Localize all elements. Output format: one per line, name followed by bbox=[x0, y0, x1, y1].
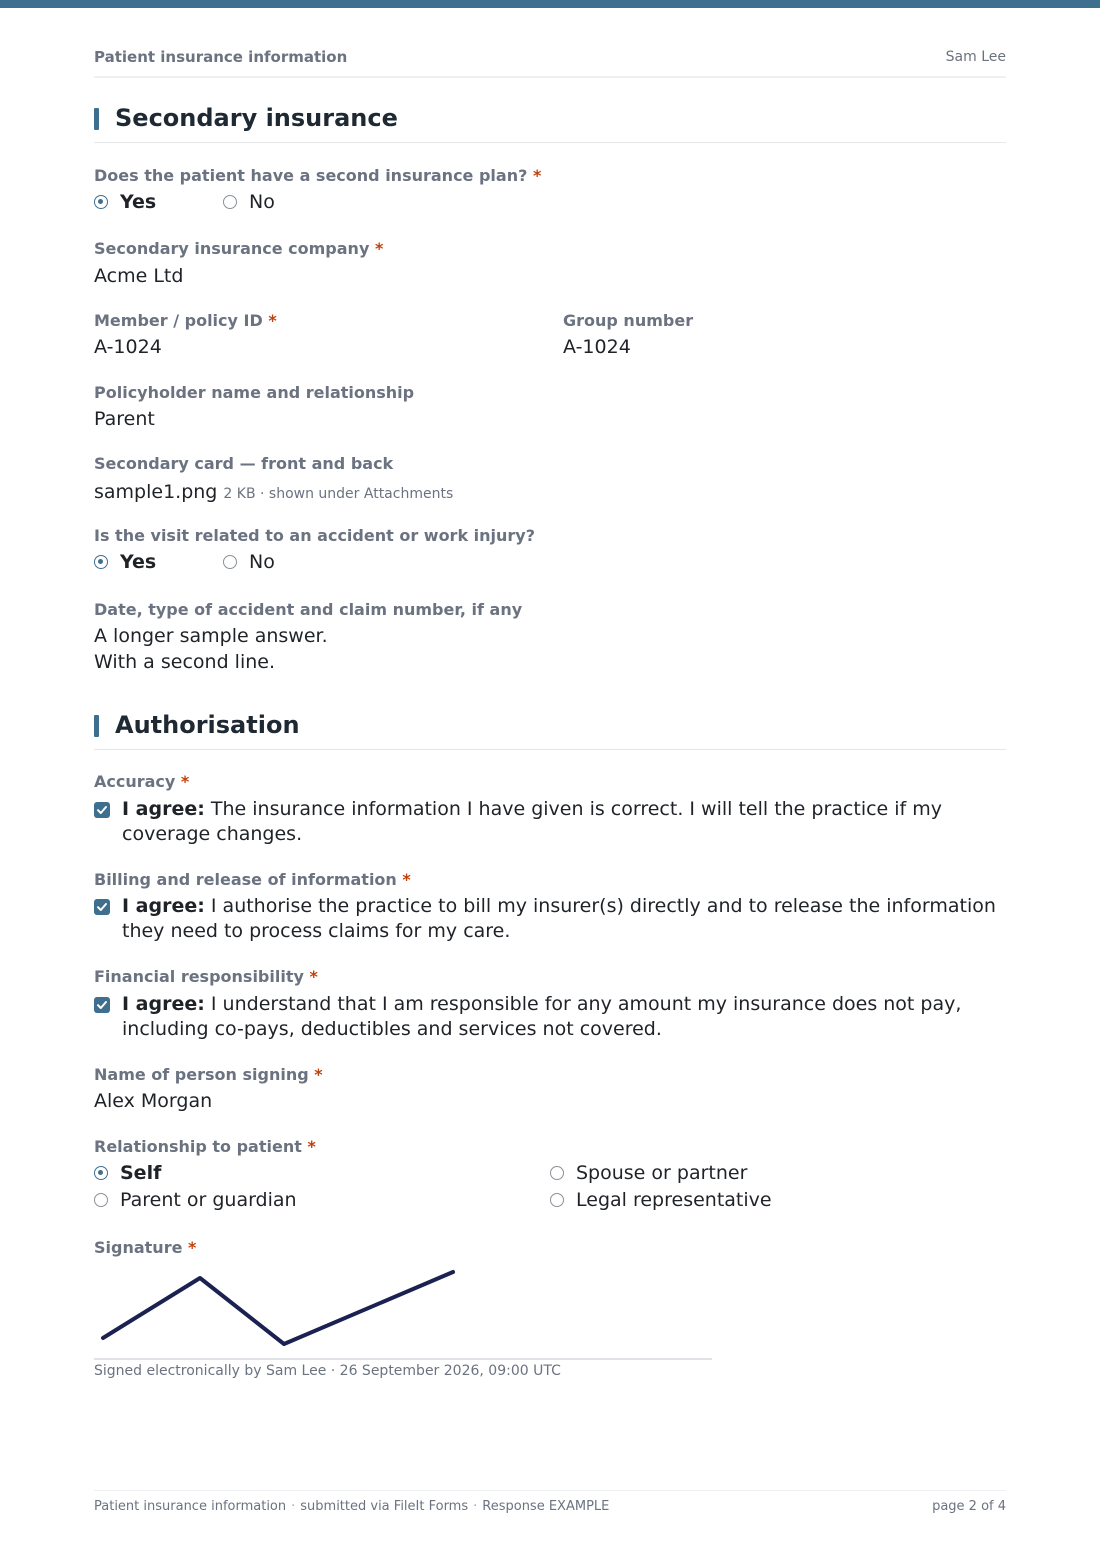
accident-details-value: A longer sample answer. With a second line. bbox=[94, 625, 328, 673]
radio-empty-icon bbox=[550, 1166, 564, 1180]
checkbox-checked-icon[interactable] bbox=[94, 899, 110, 915]
financial-agreement: I agree: I understand that I am responsible for any amount my insurance does not pay, including co-pays, deductibles and services not covered. bbox=[94, 992, 1006, 1046]
second-plan-question: Does the patient have a second insurance plan? * bbox=[94, 166, 542, 185]
policyholder-label: Policyholder name and relationship bbox=[94, 383, 415, 402]
section-authorisation bbox=[94, 711, 1006, 750]
attachment-meta: 2 KB · shown under Attachments bbox=[223, 486, 454, 502]
document-title: Patient insurance information bbox=[94, 48, 348, 66]
checkbox-checked-icon[interactable] bbox=[94, 802, 110, 818]
member-id-label: Member / policy ID * bbox=[94, 311, 277, 330]
signer-name-value: Alex Morgan bbox=[94, 1090, 213, 1112]
policyholder-value: Parent bbox=[94, 408, 155, 430]
radio-empty-icon bbox=[223, 555, 237, 569]
footer-info: Patient insurance information · submitted via FileIt Forms · Response EXAMPLE bbox=[94, 1499, 610, 1514]
signer-name-label: Name of person signing * bbox=[94, 1065, 323, 1084]
signature-drawing bbox=[94, 1262, 712, 1358]
page-footer bbox=[94, 1490, 1006, 1514]
checkbox-checked-icon[interactable] bbox=[94, 997, 110, 1013]
section-title: Authorisation bbox=[115, 711, 300, 739]
group-number-label: Group number bbox=[563, 311, 694, 330]
billing-label: Billing and release of information * bbox=[94, 870, 411, 889]
radio-selected-icon bbox=[94, 195, 108, 209]
radio-selected-icon bbox=[94, 1166, 108, 1180]
radio-empty-icon bbox=[94, 1193, 108, 1207]
member-id-value: A-1024 bbox=[94, 336, 162, 358]
section-secondary-insurance bbox=[94, 104, 1006, 143]
page-number: page 2 of 4 bbox=[932, 1499, 1006, 1514]
accuracy-agreement: I agree: The insurance information I have given is correct. I will tell the practice if my coverage changes. bbox=[94, 797, 1006, 851]
accident-question: Is the visit related to an accident or work injury? bbox=[94, 526, 536, 545]
accuracy-label: Accuracy * bbox=[94, 772, 190, 791]
user-name: Sam Lee bbox=[945, 49, 1006, 65]
signature-note: Signed electronically by Sam Lee · 26 September 2026, 09:00 UTC bbox=[94, 1363, 561, 1379]
card-attachment[interactable] bbox=[94, 481, 453, 503]
radio-empty-icon bbox=[550, 1193, 564, 1207]
card-label: Secondary card — front and back bbox=[94, 454, 394, 473]
top-accent-bar bbox=[0, 0, 1100, 8]
section-accent-bar bbox=[94, 715, 99, 737]
page-header bbox=[94, 48, 1006, 78]
radio-empty-icon bbox=[223, 195, 237, 209]
attachment-filename: sample1.png bbox=[94, 481, 218, 503]
signature-box bbox=[94, 1262, 712, 1360]
company-label: Secondary insurance company * bbox=[94, 239, 384, 258]
accident-details-label: Date, type of accident and claim number, if any bbox=[94, 600, 523, 619]
signature-label: Signature * bbox=[94, 1238, 197, 1257]
section-title: Secondary insurance bbox=[115, 104, 398, 132]
radio-selected-icon bbox=[94, 555, 108, 569]
relationship-label: Relationship to patient * bbox=[94, 1137, 316, 1156]
section-accent-bar bbox=[94, 108, 99, 130]
billing-agreement: I agree: I authorise the practice to bill my insurer(s) directly and to release the information they need to process claims for my care. bbox=[94, 894, 1006, 948]
financial-label: Financial responsibility * bbox=[94, 967, 318, 986]
group-number-value: A-1024 bbox=[563, 336, 631, 358]
company-value: Acme Ltd bbox=[94, 265, 184, 287]
